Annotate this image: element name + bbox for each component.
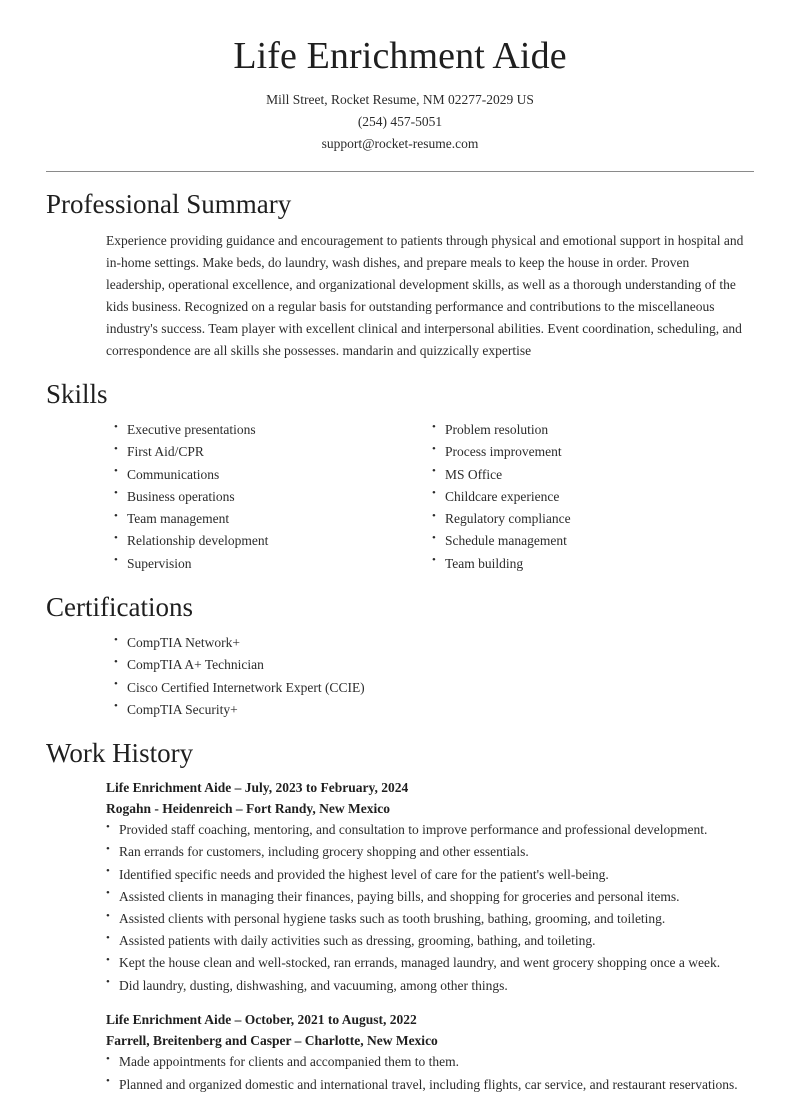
list-item: • Assisted clients in managing their finances, paying bills, and shopping for groceries and personal items. [106, 886, 754, 908]
list-item: • Relationship development [114, 530, 432, 552]
list-item: • Cisco Certified Internetwork Expert (CCIE) [114, 677, 754, 699]
professional-summary-body [46, 230, 754, 362]
certifications-list [114, 632, 754, 720]
list-item: • Provided staff coaching, mentoring, and consultation to improve performance and professional development. [106, 819, 754, 841]
list-item: • Did laundry, dusting, dishwashing, and vacuuming, among other things. [106, 975, 754, 997]
list-item: • Communications [114, 464, 432, 486]
list-item: • Supervision [114, 553, 432, 575]
list-item: • Business operations [114, 486, 432, 508]
job-company-line: Rogahn - Heidenreich – Fort Randy, New Mexico [106, 800, 390, 816]
contact-address: Mill Street, Rocket Resume, NM 02277-2029 US [266, 91, 534, 107]
list-item: • Childcare experience [432, 486, 750, 508]
section-certifications [46, 591, 754, 721]
job-responsibility-list [106, 1051, 754, 1095]
list-item: • CompTIA Network+ [114, 632, 754, 654]
list-item: • Kept the house clean and well-stocked, ran errands, managed laundry, and went grocery shopping once a week. [106, 952, 754, 974]
list-item: • Assisted clients with personal hygiene tasks such as tooth brushing, bathing, grooming, and toileting. [106, 908, 754, 930]
section-skills [46, 378, 754, 575]
list-item: • Made appointments for clients and accompanied them to them. [106, 1051, 754, 1073]
certifications-body [46, 632, 754, 720]
list-item: • Schedule management [432, 530, 750, 552]
section-work-history [46, 737, 754, 1095]
skills-column-left [114, 419, 432, 575]
section-heading-skills: Skills [46, 378, 108, 409]
work-history-body [46, 778, 754, 1095]
contact-phone: (254) 457-5051 [357, 113, 443, 129]
job-company-line: Farrell, Breitenberg and Casper – Charlotte, New Mexico [106, 1032, 438, 1048]
skills-list-right [432, 419, 750, 574]
contact-email: support@rocket-resume.com [321, 135, 479, 151]
skills-column-right [432, 419, 750, 575]
list-item: • Team building [432, 553, 750, 575]
list-item: • Team management [114, 508, 432, 530]
list-item: • CompTIA Security+ [114, 699, 754, 721]
list-item: • Executive presentations [114, 419, 432, 441]
section-heading-certifications: Certifications [46, 591, 193, 622]
list-item: • Identified specific needs and provided the highest level of care for the patient's well-being. [106, 864, 754, 886]
list-item: • First Aid/CPR [114, 441, 432, 463]
list-item: • Planned and organized domestic and international travel, including flights, car service, and restaurant reservations. [106, 1074, 754, 1095]
section-heading-work-history: Work History [46, 737, 194, 768]
section-professional-summary [46, 188, 754, 361]
page-title: Life Enrichment Aide [233, 35, 567, 77]
list-item: • Ran errands for customers, including grocery shopping and other essentials. [106, 841, 754, 863]
skills-body [46, 419, 754, 575]
skills-list-left [114, 419, 432, 574]
work-history-entry [106, 778, 754, 996]
section-heading-professional-summary: Professional Summary [46, 189, 292, 220]
list-item: • Process improvement [432, 441, 750, 463]
job-title-line: Life Enrichment Aide – July, 2023 to February, 2024 [106, 780, 409, 796]
summary-paragraph: Experience providing guidance and encouragement to patients through physical and emotional support in hospital and in-home settings. Make beds, do laundry, wash dishes, and prepare meals to keep the house in order. Proven leadership, operational excellence, and organizational development skills, as well as a thorough understanding of the kids business. Recognized on a regular basis for outstanding performance and contributions to the miscellaneous industry's success. Team player with excellent clinical and interpersonal abilities. Event coordination, scheduling, and correspondence are all skills she possesses. mandarin and quizzically expertise [106, 232, 744, 358]
list-item: • Assisted patients with daily activities such as dressing, grooming, bathing, and toileting. [106, 930, 754, 952]
header-divider [46, 171, 754, 172]
work-history-entry [106, 1010, 754, 1095]
list-item: • MS Office [432, 464, 750, 486]
job-title-line: Life Enrichment Aide – October, 2021 to August, 2022 [106, 1012, 417, 1028]
job-responsibility-list [106, 819, 754, 996]
list-item: • CompTIA A+ Technician [114, 654, 754, 676]
list-item: • Problem resolution [432, 419, 750, 441]
list-item: • Regulatory compliance [432, 508, 750, 530]
resume-header [46, 0, 754, 154]
